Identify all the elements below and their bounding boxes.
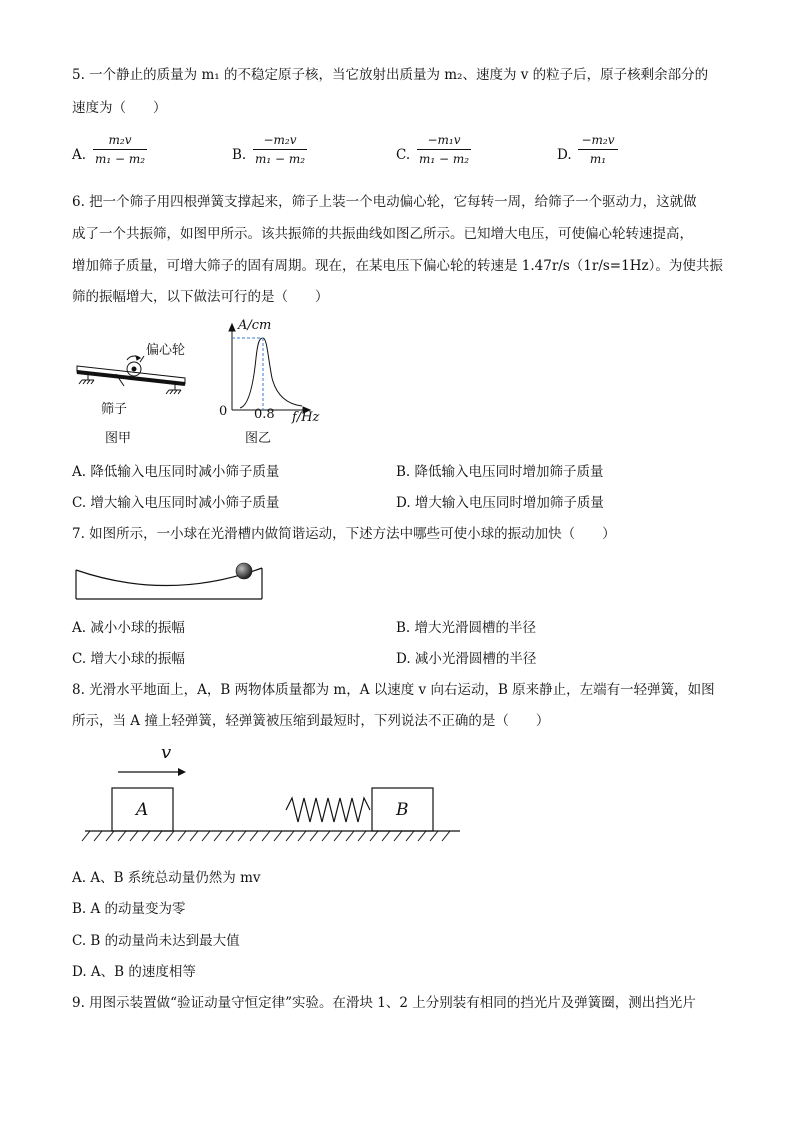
q5-stem-line1: 5. 一个静止的质量为 m₁ 的不稳定原子核，当它放射出质量为 m₂、速度为 v 的粒子后，原子核剩余部分的: [72, 67, 709, 83]
q6-option-d: D. 增大输入电压同时增加筛子质量: [396, 495, 604, 511]
velocity-label: v: [161, 742, 172, 763]
q8-option-b: B. A 的动量变为零: [72, 901, 186, 917]
q8-option-d: D. A、B 的速度相等: [72, 964, 196, 980]
groove-figure: [74, 558, 266, 604]
q5-option-d-letter: D.: [557, 147, 572, 163]
q6-stem-line2: 成了一个共振筛，如图甲所示。该共振筛的共振曲线如图乙所示。已知增大电压，可使偏心轮转速提高，: [72, 226, 693, 242]
block-b-label: B: [396, 800, 409, 820]
block-a-label: A: [136, 800, 149, 820]
q7-option-c: C. 增大小球的振幅: [72, 651, 185, 667]
q6-option-c: C. 增大输入电压同时减小筛子质量: [72, 495, 280, 511]
q5-option-a-denominator: m₁ − m₂: [94, 152, 146, 166]
figure-b-caption: 图乙: [245, 431, 272, 446]
q7-option-a: A. 减小小球的振幅: [72, 620, 185, 636]
q6-option-b: B. 降低输入电压同时增加筛子质量: [396, 464, 604, 480]
origin-label: 0: [219, 404, 228, 419]
q5-option-c-denominator: m₁ − m₂: [418, 152, 470, 166]
y-axis-label: A/cm: [238, 318, 272, 333]
q7-option-d: D. 减小光滑圆槽的半径: [396, 651, 537, 667]
sieve-label: 筛子: [101, 402, 128, 417]
q7-stem-line1: 7. 如图所示，一小球在光滑槽内做简谐运动，下述方法中哪些可使小球的振动加快（ ）: [72, 526, 616, 542]
q5-stem-line2: 速度为（ ）: [72, 100, 167, 116]
q5-option-d-fraction: [578, 133, 618, 166]
q8-stem-line2: 所示，当 A 撞上轻弹簧，轻弹簧被压缩到最短时，下列说法不正确的是（ ）: [72, 713, 550, 729]
q6-stem-line3: 增加筛子质量，可增大筛子的固有周期。现在，在某电压下偏心轮的转速是 1.47r/s（1r/s=1Hz）。为使共振: [72, 258, 723, 274]
q5-option-c-numerator: −m₁v: [427, 133, 461, 147]
q5-option-c-letter: C.: [396, 147, 411, 163]
q6-option-a: A. 降低输入电压同时减小筛子质量: [72, 464, 280, 480]
q5-option-b-fraction: [253, 133, 307, 166]
figure-a-caption: 图甲: [105, 431, 132, 446]
q8-option-c: C. B 的动量尚未达到最大值: [72, 933, 240, 949]
q6-stem-line1: 6. 把一个筛子用四根弹簧支撑起来，筛子上装一个电动偏心轮，它每转一周，给筛子一个驱动力，这就做: [72, 194, 697, 210]
q7-option-b: B. 增大光滑圆槽的半径: [396, 620, 537, 636]
q9-stem-line1: 9. 用图示装置做“验证动量守恒定律”实验。在滑块 1、2 上分别装有相同的挡光片及弹簧圈，测出挡光片: [72, 995, 696, 1011]
q5-option-a-numerator: m₂v: [108, 133, 132, 147]
q5-option-b-denominator: m₁ − m₂: [254, 152, 306, 166]
q5-option-a-letter: A.: [72, 147, 87, 163]
q8-option-a: A. A、B 系统总动量仍然为 mv: [72, 870, 261, 886]
resonance-curve-figure: [220, 318, 324, 418]
q5-option-c-fraction: [417, 133, 471, 166]
q5-option-b-numerator: −m₂v: [263, 133, 297, 147]
q8-stem-line1: 8. 光滑水平地面上，A，B 两物体质量都为 m，A 以速度 v 向右运动，B 原来静止，左端有一轻弹簧，如图: [72, 682, 715, 698]
wheel-label: 偏心轮: [146, 343, 186, 358]
q5-option-d-numerator: −m₂v: [581, 133, 615, 147]
collision-figure: [80, 740, 464, 850]
x-axis-label: f/Hz: [292, 410, 320, 425]
q5-option-d-denominator: m₁: [589, 152, 607, 166]
q5-option-b-letter: B.: [232, 147, 247, 163]
q5-option-a-fraction: [93, 133, 147, 166]
tick-label-08: 0.8: [254, 407, 275, 422]
q6-stem-line4: 筛的振幅增大，以下做法可行的是（ ）: [72, 289, 329, 305]
